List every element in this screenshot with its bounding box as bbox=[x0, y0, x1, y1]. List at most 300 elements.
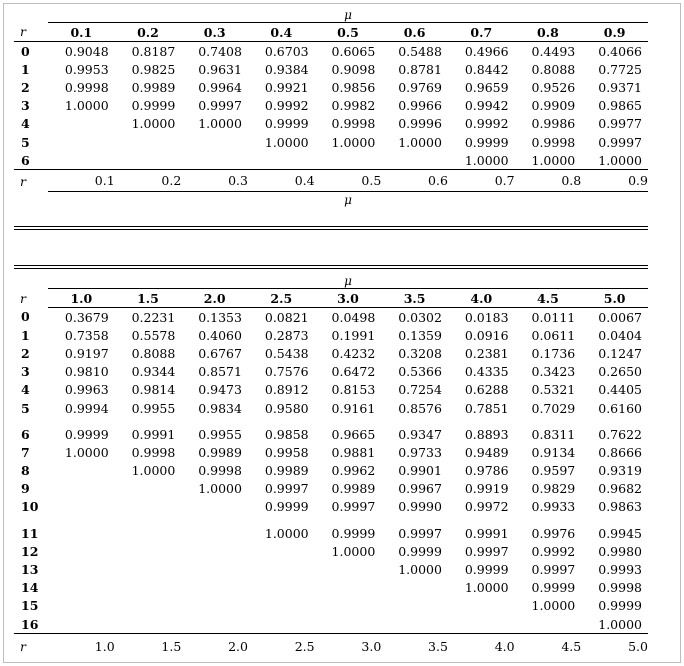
table-cell: 0.9953 bbox=[64, 61, 109, 77]
table-cell: 0.9963 bbox=[64, 382, 109, 398]
table-cell: 0.9989 bbox=[264, 463, 309, 479]
footer-col-0-8: 0.8 bbox=[515, 170, 582, 192]
table-cell: 0.0404 bbox=[598, 327, 642, 343]
table-cell: 0.1353 bbox=[198, 309, 242, 325]
row-r-value: 2 bbox=[21, 79, 30, 95]
table-cell: 0.9977 bbox=[598, 116, 642, 132]
table-cell: 0.2231 bbox=[131, 309, 176, 325]
table-cell: 1.0000 bbox=[331, 543, 376, 559]
footer-col-0-1: 0.1 bbox=[48, 170, 115, 192]
table-cell bbox=[48, 498, 115, 516]
table-cell: 0.9814 bbox=[131, 382, 176, 398]
footer2-col-4-5: 4.5 bbox=[515, 634, 582, 660]
table-row bbox=[14, 42, 648, 61]
footer2-col-5-0: 5.0 bbox=[581, 634, 648, 660]
table-cell: 0.9999 bbox=[464, 134, 509, 150]
table-cell: 1.0000 bbox=[464, 580, 509, 596]
table-cell: 0.8153 bbox=[331, 382, 376, 398]
footer2-col-2-5: 2.5 bbox=[248, 634, 315, 660]
table-cell: 0.9997 bbox=[398, 525, 442, 541]
r-header-2: r bbox=[20, 290, 26, 306]
row-r-value: 16 bbox=[21, 616, 39, 632]
table-cell bbox=[48, 542, 115, 560]
table-row bbox=[14, 115, 648, 133]
r-header-top: r bbox=[14, 23, 48, 42]
table-cell: 0.1991 bbox=[331, 327, 376, 343]
table-cell: 0.9999 bbox=[64, 426, 109, 442]
table-cell bbox=[48, 524, 115, 542]
table-cell bbox=[248, 560, 315, 578]
footer2-col-1-5: 1.5 bbox=[115, 634, 182, 660]
group-gap bbox=[14, 516, 648, 524]
row-r-value: 4 bbox=[21, 116, 30, 132]
table-cell: 0.8311 bbox=[531, 426, 576, 442]
table-cell: 0.9526 bbox=[531, 79, 576, 95]
table-cell: 0.4335 bbox=[464, 364, 509, 380]
table-cell: 0.2873 bbox=[264, 327, 309, 343]
table-cell: 0.9999 bbox=[264, 116, 309, 132]
table-cell: 0.9955 bbox=[198, 426, 242, 442]
row-r-value: 4 bbox=[21, 382, 30, 398]
table-cell bbox=[248, 597, 315, 615]
table-cell: 0.9966 bbox=[398, 98, 442, 114]
header2-col-4-0: 4.0 bbox=[448, 289, 515, 308]
table-cell bbox=[315, 560, 382, 578]
footer-col-0-3: 0.3 bbox=[181, 170, 248, 192]
mu-header-top: μ bbox=[48, 8, 648, 23]
table-cell: 0.9992 bbox=[464, 116, 509, 132]
footer-col-0-2: 0.2 bbox=[115, 170, 182, 192]
table-cell: 0.9976 bbox=[531, 525, 576, 541]
table-cell bbox=[315, 151, 382, 170]
table-cell bbox=[315, 579, 382, 597]
r-footer: r bbox=[14, 170, 48, 192]
table-cell: 1.0000 bbox=[531, 598, 576, 614]
table-cell bbox=[381, 151, 448, 170]
table-cell: 0.9998 bbox=[598, 580, 642, 596]
table-cell: 0.9994 bbox=[64, 400, 109, 416]
row-r-value: 2 bbox=[21, 345, 30, 361]
table-cell: 1.0000 bbox=[64, 98, 109, 114]
table-cell: 0.9659 bbox=[464, 79, 509, 95]
table-cell: 0.9992 bbox=[264, 98, 309, 114]
table-cell: 0.8912 bbox=[264, 382, 309, 398]
table-cell: 0.9996 bbox=[398, 116, 442, 132]
table-cell: 0.9580 bbox=[264, 400, 309, 416]
table-cell: 0.7029 bbox=[531, 400, 576, 416]
table-cell: 0.9997 bbox=[198, 98, 242, 114]
table-cell: 0.9955 bbox=[131, 400, 176, 416]
table-row bbox=[14, 399, 648, 417]
table-cell: 0.9909 bbox=[531, 98, 576, 114]
table-cell: 1.0000 bbox=[598, 152, 642, 168]
table-cell: 0.8893 bbox=[464, 426, 509, 442]
table-cell: 0.9962 bbox=[331, 463, 376, 479]
table-cell: 0.9997 bbox=[331, 499, 376, 515]
table-cell: 0.9921 bbox=[264, 79, 309, 95]
header-col-0-7: 0.7 bbox=[448, 23, 515, 42]
table-cell: 0.8571 bbox=[198, 364, 242, 380]
table-cell bbox=[248, 615, 315, 634]
table-cell: 0.9048 bbox=[64, 43, 109, 59]
table-row bbox=[14, 615, 648, 634]
table-row bbox=[14, 381, 648, 399]
table-cell: 0.5488 bbox=[398, 43, 442, 59]
table-cell: 0.9733 bbox=[398, 444, 442, 460]
table-cell: 0.9999 bbox=[598, 598, 642, 614]
table-cell: 0.9998 bbox=[64, 79, 109, 95]
row-r-value: 10 bbox=[21, 499, 39, 515]
row-r-value: 7 bbox=[21, 444, 30, 460]
table-row bbox=[14, 498, 648, 516]
table-row bbox=[14, 344, 648, 362]
table-cell: 0.9134 bbox=[531, 444, 576, 460]
table-cell: 0.7254 bbox=[398, 382, 442, 398]
table-cell: 1.0000 bbox=[198, 116, 242, 132]
table-cell: 0.8576 bbox=[398, 400, 442, 416]
table-cell: 1.0000 bbox=[464, 152, 509, 168]
table-cell: 1.0000 bbox=[264, 525, 309, 541]
table-cell: 1.0000 bbox=[264, 134, 309, 150]
table-cell: 0.9989 bbox=[331, 481, 376, 497]
table-cell: 0.1359 bbox=[398, 327, 442, 343]
table-cell: 0.6767 bbox=[198, 345, 242, 361]
table-cell: 0.9986 bbox=[531, 116, 576, 132]
row-r-value: 3 bbox=[21, 98, 30, 114]
table-cell: 0.6703 bbox=[264, 43, 309, 59]
table-cell bbox=[48, 615, 115, 634]
table2-top-rule bbox=[14, 265, 648, 266]
table-cell: 0.9901 bbox=[398, 463, 442, 479]
table-cell bbox=[115, 151, 182, 170]
table-row bbox=[14, 524, 648, 542]
row-r-value: 0 bbox=[21, 43, 30, 59]
table-cell: 0.0183 bbox=[464, 309, 509, 325]
table-cell: 0.4405 bbox=[598, 382, 642, 398]
table-row bbox=[14, 443, 648, 461]
footer-col-0-9: 0.9 bbox=[581, 170, 648, 192]
table-cell: 0.3423 bbox=[531, 364, 576, 380]
table-cell bbox=[48, 133, 115, 151]
header2-col-4-5: 4.5 bbox=[515, 289, 582, 308]
table-cell: 0.7622 bbox=[598, 426, 642, 442]
table-cell: 0.9489 bbox=[464, 444, 509, 460]
row-r-value: 1 bbox=[21, 61, 30, 77]
table-cell bbox=[515, 615, 582, 634]
table-cell: 0.0111 bbox=[531, 309, 576, 325]
table-cell: 0.5438 bbox=[264, 345, 309, 361]
table-cell: 0.9999 bbox=[331, 525, 376, 541]
table-cell bbox=[181, 579, 248, 597]
table-cell bbox=[181, 133, 248, 151]
table-cell: 0.9881 bbox=[331, 444, 376, 460]
header2-col-1-0: 1.0 bbox=[48, 289, 115, 308]
footer-col-0-7: 0.7 bbox=[448, 170, 515, 192]
table-row bbox=[14, 462, 648, 480]
footer2-col-3-0: 3.0 bbox=[315, 634, 382, 660]
table-cell: 0.9786 bbox=[464, 463, 509, 479]
table-cell: 0.9998 bbox=[531, 134, 576, 150]
table-cell: 0.9967 bbox=[398, 481, 442, 497]
table-row bbox=[14, 326, 648, 344]
table-cell: 0.9942 bbox=[464, 98, 509, 114]
table-cell: 0.9682 bbox=[598, 481, 642, 497]
table-cell: 0.2381 bbox=[464, 345, 509, 361]
table-cell: 0.7725 bbox=[598, 61, 642, 77]
table-cell: 0.4493 bbox=[531, 43, 576, 59]
table-cell: 1.0000 bbox=[64, 444, 109, 460]
table-cell: 0.8442 bbox=[464, 61, 509, 77]
table-cell bbox=[115, 615, 182, 634]
footer2-col-2-0: 2.0 bbox=[181, 634, 248, 660]
table-cell: 0.9473 bbox=[198, 382, 242, 398]
mu-footer: μ bbox=[48, 192, 648, 209]
header-col-0-2: 0.2 bbox=[115, 23, 182, 42]
table-cell bbox=[181, 560, 248, 578]
table-cell: 0.9999 bbox=[398, 543, 442, 559]
table-row bbox=[14, 480, 648, 498]
table-cell: 0.9997 bbox=[531, 562, 576, 578]
table-cell bbox=[381, 579, 448, 597]
table-cell: 0.5321 bbox=[531, 382, 576, 398]
table-cell bbox=[448, 615, 515, 634]
table-cell: 0.9964 bbox=[198, 79, 242, 95]
header-col-0-3: 0.3 bbox=[181, 23, 248, 42]
table-cell: 0.9825 bbox=[131, 61, 176, 77]
table-row bbox=[14, 97, 648, 115]
table-cell bbox=[115, 524, 182, 542]
table-cell: 0.0821 bbox=[264, 309, 309, 325]
row-r-value: 0 bbox=[21, 309, 30, 325]
row-r-value: 15 bbox=[21, 598, 39, 614]
table-cell: 1.0000 bbox=[131, 463, 176, 479]
table2-top-rule-2 bbox=[14, 268, 648, 269]
table-cell: 0.9980 bbox=[598, 543, 642, 559]
row-r-value: 6 bbox=[21, 152, 30, 168]
table-cell bbox=[315, 615, 382, 634]
table-cell: 1.0000 bbox=[398, 134, 442, 150]
table-cell: 0.9319 bbox=[598, 463, 642, 479]
table-cell: 0.8187 bbox=[131, 43, 176, 59]
table-cell: 0.5578 bbox=[131, 327, 176, 343]
table-cell bbox=[115, 579, 182, 597]
table-cell: 0.9992 bbox=[531, 543, 576, 559]
table-cell: 0.9991 bbox=[464, 525, 509, 541]
table-cell: 0.6472 bbox=[331, 364, 376, 380]
table1-bottom-rule bbox=[14, 226, 648, 227]
table-cell bbox=[181, 151, 248, 170]
table-cell bbox=[181, 597, 248, 615]
table-row bbox=[14, 597, 648, 615]
table-cell: 0.9999 bbox=[131, 98, 176, 114]
table-cell: 0.9098 bbox=[331, 61, 376, 77]
table-cell: 0.9161 bbox=[331, 400, 376, 416]
table-cell: 0.8088 bbox=[531, 61, 576, 77]
table-cell: 0.6065 bbox=[331, 43, 376, 59]
table-cell: 0.9972 bbox=[464, 499, 509, 515]
footer-col-0-5: 0.5 bbox=[315, 170, 382, 192]
row-r-value: 12 bbox=[21, 543, 39, 559]
table-row bbox=[14, 579, 648, 597]
table-cell bbox=[381, 615, 448, 634]
table-cell: 0.2650 bbox=[598, 364, 642, 380]
table-cell bbox=[48, 579, 115, 597]
table-cell: 0.9990 bbox=[398, 499, 442, 515]
table-cell: 0.9999 bbox=[264, 499, 309, 515]
table-cell bbox=[448, 597, 515, 615]
footer-col-0-6: 0.6 bbox=[381, 170, 448, 192]
table-cell bbox=[115, 560, 182, 578]
table-cell: 0.0067 bbox=[598, 309, 642, 325]
r-footer-2: r bbox=[14, 634, 48, 660]
poisson-table-2 bbox=[14, 273, 648, 660]
table-cell: 0.9997 bbox=[264, 481, 309, 497]
table-row bbox=[14, 363, 648, 381]
row-r-value: 9 bbox=[21, 481, 30, 497]
table-cell bbox=[315, 597, 382, 615]
table-cell: 1.0000 bbox=[331, 134, 376, 150]
row-r-value: 13 bbox=[21, 562, 39, 578]
header-col-0-9: 0.9 bbox=[581, 23, 648, 42]
table-row bbox=[14, 308, 648, 327]
table-cell: 0.9999 bbox=[464, 562, 509, 578]
table-cell: 1.0000 bbox=[131, 116, 176, 132]
table-cell: 0.7358 bbox=[64, 327, 109, 343]
table-cell: 0.8088 bbox=[131, 345, 176, 361]
table-cell: 0.8666 bbox=[598, 444, 642, 460]
table-cell: 0.9933 bbox=[531, 499, 576, 515]
header2-col-1-5: 1.5 bbox=[115, 289, 182, 308]
table-cell: 0.9991 bbox=[131, 426, 176, 442]
table-cell: 0.0302 bbox=[398, 309, 442, 325]
table-cell: 0.7851 bbox=[464, 400, 509, 416]
table-cell: 0.9347 bbox=[398, 426, 442, 442]
header2-col-3-5: 3.5 bbox=[381, 289, 448, 308]
table-cell bbox=[115, 498, 182, 516]
table-cell bbox=[181, 615, 248, 634]
table-cell: 0.4060 bbox=[198, 327, 242, 343]
table-cell: 0.9993 bbox=[598, 562, 642, 578]
table-cell bbox=[115, 597, 182, 615]
group-gap bbox=[14, 417, 648, 425]
table-cell: 0.9344 bbox=[131, 364, 176, 380]
table-cell: 0.0611 bbox=[531, 327, 576, 343]
table-cell: 0.4232 bbox=[331, 345, 376, 361]
table-row bbox=[14, 560, 648, 578]
row-r-value: 5 bbox=[21, 134, 30, 150]
table-cell: 0.9989 bbox=[198, 444, 242, 460]
table-cell: 0.9989 bbox=[131, 79, 176, 95]
table-cell bbox=[48, 115, 115, 133]
table-cell: 0.9371 bbox=[598, 79, 642, 95]
table-cell: 0.9919 bbox=[464, 481, 509, 497]
header-col-0-4: 0.4 bbox=[248, 23, 315, 42]
table-row bbox=[14, 78, 648, 96]
row-r-value: 3 bbox=[21, 364, 30, 380]
table-cell: 0.9998 bbox=[331, 116, 376, 132]
row-r-value: 14 bbox=[21, 580, 39, 596]
footer2-col-3-5: 3.5 bbox=[381, 634, 448, 660]
table-cell: 1.0000 bbox=[398, 562, 442, 578]
header2-col-2-5: 2.5 bbox=[248, 289, 315, 308]
table-cell: 0.9834 bbox=[198, 400, 242, 416]
table-cell: 0.1736 bbox=[531, 345, 576, 361]
table-cell: 0.9829 bbox=[531, 481, 576, 497]
table-row bbox=[14, 60, 648, 78]
table-cell bbox=[115, 480, 182, 498]
table-row bbox=[14, 542, 648, 560]
header-col-0-5: 0.5 bbox=[315, 23, 382, 42]
table-cell: 1.0000 bbox=[198, 481, 242, 497]
table-cell bbox=[48, 597, 115, 615]
table-row bbox=[14, 151, 648, 170]
table-cell: 0.9810 bbox=[64, 364, 109, 380]
row-r-value: 11 bbox=[21, 525, 39, 541]
table-cell: 0.4966 bbox=[464, 43, 509, 59]
footer2-col-1-0: 1.0 bbox=[48, 634, 115, 660]
table-cell bbox=[248, 542, 315, 560]
table-cell: 0.9665 bbox=[331, 426, 376, 442]
table-cell: 1.0000 bbox=[598, 616, 642, 632]
table-cell bbox=[248, 579, 315, 597]
table-cell: 0.9858 bbox=[264, 426, 309, 442]
table-row bbox=[14, 425, 648, 443]
table-cell: 0.9958 bbox=[264, 444, 309, 460]
table-cell: 0.8781 bbox=[398, 61, 442, 77]
table-cell bbox=[48, 462, 115, 480]
footer-col-0-4: 0.4 bbox=[248, 170, 315, 192]
table-cell: 0.1247 bbox=[598, 345, 642, 361]
table-cell: 0.9997 bbox=[464, 543, 509, 559]
table-cell: 0.4066 bbox=[598, 43, 642, 59]
mu-header-2: μ bbox=[48, 273, 648, 289]
table-cell bbox=[181, 498, 248, 516]
table-cell bbox=[48, 151, 115, 170]
table-cell: 0.6288 bbox=[464, 382, 509, 398]
table-cell bbox=[115, 542, 182, 560]
table-row bbox=[14, 133, 648, 151]
header-col-0-8: 0.8 bbox=[515, 23, 582, 42]
table-cell: 0.9856 bbox=[331, 79, 376, 95]
table-cell: 0.9197 bbox=[64, 345, 109, 361]
table-cell bbox=[48, 560, 115, 578]
table-cell bbox=[181, 524, 248, 542]
header2-col-2-0: 2.0 bbox=[181, 289, 248, 308]
table-cell: 0.9865 bbox=[598, 98, 642, 114]
header-col-0-6: 0.6 bbox=[381, 23, 448, 42]
table-cell: 0.0498 bbox=[331, 309, 376, 325]
table-cell: 0.6160 bbox=[598, 400, 642, 416]
table-cell: 0.5366 bbox=[398, 364, 442, 380]
table-cell: 1.0000 bbox=[531, 152, 576, 168]
table-cell bbox=[115, 133, 182, 151]
table1-bottom-rule-2 bbox=[14, 229, 648, 230]
row-r-value: 8 bbox=[21, 463, 30, 479]
table-cell: 0.0916 bbox=[464, 327, 509, 343]
table-cell bbox=[381, 597, 448, 615]
table-cell: 0.9631 bbox=[198, 61, 242, 77]
table-cell: 0.9769 bbox=[398, 79, 442, 95]
table-cell: 0.3679 bbox=[64, 309, 109, 325]
table-cell bbox=[248, 151, 315, 170]
table-cell: 0.7576 bbox=[264, 364, 309, 380]
header2-col-3-0: 3.0 bbox=[315, 289, 382, 308]
table-cell: 0.7408 bbox=[198, 43, 242, 59]
table-cell bbox=[181, 542, 248, 560]
row-r-value: 1 bbox=[21, 327, 30, 343]
footer2-col-4-0: 4.0 bbox=[448, 634, 515, 660]
poisson-table-1 bbox=[14, 8, 648, 208]
